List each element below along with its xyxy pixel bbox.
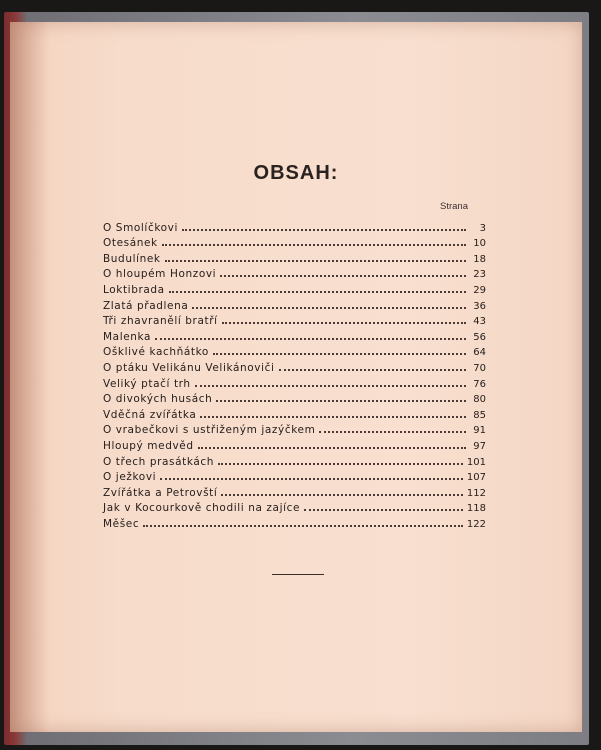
toc-entry [103,452,486,468]
toc-entry [103,234,486,250]
toc-entry-title: O Smolíčkovi [103,221,178,234]
toc-entry [103,374,486,390]
dot-leader [198,446,466,449]
toc-entry-page-number: 29 [473,284,486,296]
toc-entry [103,296,486,312]
dot-leader [218,462,463,465]
toc-entry-page-number: 85 [473,409,486,421]
toc-entry-title: Ošklivé kachňátko [103,346,209,359]
toc-entry [103,218,486,234]
dot-leader [169,290,466,293]
dot-leader [160,477,463,480]
toc-entry-page-number: 3 [479,222,486,234]
page-title: OBSAH: [253,162,339,184]
dot-leader [220,274,466,277]
toc-entry [103,343,486,359]
toc-entry-title: Zlatá přadlena [103,299,189,312]
toc-entry-title: Vděčná zvířátka [103,408,197,421]
toc-entry [103,514,486,530]
toc-entry-title: Hloupý medvěd [103,439,194,452]
toc-entry [103,405,486,421]
dot-leader [162,243,466,246]
toc-entry-page-number: 118 [466,503,486,515]
toc-entry-title: Malenka [103,330,152,343]
toc-entry-page-number: 97 [473,440,486,452]
toc-entry [103,280,486,296]
toc-entry-title: O ježkovi [103,471,157,484]
book-page [10,22,582,732]
dot-leader [216,399,466,402]
dot-leader [200,415,466,418]
toc-entry-page-number: 18 [473,253,486,265]
toc-entry [103,358,486,374]
toc-entry-page-number: 64 [473,347,486,359]
dot-leader [304,508,463,511]
toc-entry-title: Zvířátka a Petrovští [103,486,218,499]
toc-entry [103,483,486,499]
dot-leader [222,321,466,324]
dot-leader [165,259,466,262]
toc-entry-title: Budulínek [103,252,161,265]
dot-leader [221,493,463,496]
page-column-label: Strana [440,201,468,212]
toc-entry-title: O divokých husách [103,393,213,406]
toc-entry-title: Jak v Kocourkově chodili na zajíce [103,502,301,515]
closing-rule [272,574,324,575]
toc-entry-title: Tři zhavranělí bratří [103,315,218,328]
toc-entry-page-number: 36 [473,300,486,312]
toc-entry-title: Měšec [103,517,140,530]
dot-leader [319,430,466,433]
toc-entry [103,468,486,484]
toc-entry-page-number: 70 [473,362,486,374]
toc-entry-title: O hloupém Honzovi [103,268,217,281]
dot-leader [195,384,466,387]
toc-entry [103,436,486,452]
dot-leader [155,337,466,340]
page-gutter-shadow [10,22,50,732]
toc-entry [103,327,486,343]
toc-entry-page-number: 122 [466,518,486,530]
toc-entry-title: O ptáku Velikánu Velikánoviči [103,361,275,374]
dot-leader [213,352,466,355]
dot-leader [192,306,466,309]
toc-entry [103,249,486,265]
toc-entry [103,265,486,281]
dot-leader [279,368,466,371]
dot-leader [143,524,463,527]
toc-entry [103,390,486,406]
toc-entry-page-number: 101 [466,456,486,468]
toc-entry [103,312,486,328]
toc-entry-title: O vrabečkovi s ustřiženým jazýčkem [103,424,316,437]
toc-entry-page-number: 76 [473,378,486,390]
toc-entry-page-number: 80 [473,394,486,406]
toc-entry-title: Loktibrada [103,283,165,296]
toc-entry-page-number: 10 [473,238,486,250]
toc-entry [103,499,486,515]
dot-leader [182,228,466,231]
toc-entry [103,421,486,437]
table-of-contents [103,218,486,530]
toc-entry-title: O třech prasátkách [103,455,215,468]
toc-entry-page-number: 91 [473,425,486,437]
toc-entry-page-number: 56 [473,331,486,343]
toc-entry-page-number: 112 [466,487,486,499]
toc-entry-page-number: 107 [466,472,486,484]
toc-entry-page-number: 23 [473,269,486,281]
toc-entry-page-number: 43 [473,316,486,328]
toc-entry-title: Otesánek [103,237,158,250]
toc-entry-title: Veliký ptačí trh [103,377,191,390]
